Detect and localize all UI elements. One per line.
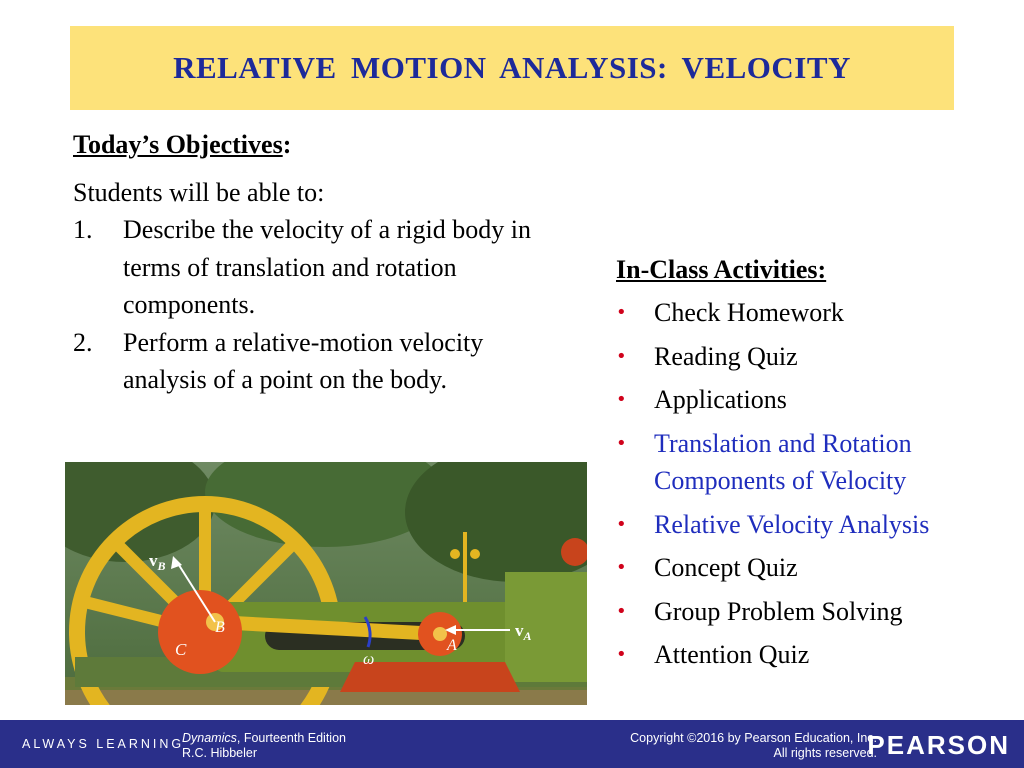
list-item-highlight [616,425,1016,500]
label-omega: ω [363,651,375,668]
book-title: Dynamics [182,731,237,745]
book-author: R.C. Hibbeler [182,746,258,760]
bullet-icon: • [616,644,627,665]
list-item [616,593,1016,631]
activities-heading-text: In-Class Activities [616,255,818,284]
item-text: Applications [654,385,787,414]
label-va: v [515,621,524,640]
list-item [616,381,1016,419]
objectives-heading-text: Today’s Objectives [73,130,283,159]
objectives-intro: Students will be able to: [73,177,325,207]
governor-ball [450,549,460,559]
bullet-icon: • [616,302,627,323]
footer-tagline: ALWAYS LEARNING [22,737,185,751]
activities-section [616,252,1016,680]
label-a: A [447,637,457,654]
item-text: Reading Quiz [654,341,798,371]
bullet-icon: • [616,600,627,622]
activities-list [616,294,1016,674]
pearson-logo: PEARSON [867,730,1010,760]
bullet-icon: • [616,557,627,578]
copyright-line1: Copyright ©2016 by Pearson Education, Inc. [630,731,877,745]
list-item [616,294,1016,332]
item-text: Translation and Rotation Components of Velocity [654,428,912,495]
list-item [616,338,1016,376]
item-number: 1. [73,215,93,244]
objectives-heading [73,126,573,164]
item-text: Describe the velocity of a rigid body in terms of translation and rotation components. [123,215,531,319]
footer-copyright [630,731,877,761]
engine-illustration [65,462,587,705]
bullet-icon: • [616,345,627,367]
objectives-heading-colon: : [282,130,292,159]
bullet-icon: • [616,389,627,410]
slide-title: RELATIVE MOTION ANALYSIS: VELOCITY [173,50,851,85]
crank-disc [158,590,242,674]
list-item [616,636,1016,674]
engine-photo [65,462,587,705]
pin-a [433,627,447,641]
label-vb-sub: B [157,559,166,573]
label-b: B [215,619,225,636]
copyright-line2: All rights reserved. [773,746,877,760]
item-text: Perform a relative-motion velocity analysis of a point on the body. [123,327,484,394]
book-edition: , Fourteenth Edition [236,731,346,745]
item-text: Group Problem Solving [654,596,903,626]
label-vb: v [149,551,158,570]
objectives-section [73,126,573,399]
item-text: Check Homework [654,298,844,327]
list-item [616,549,1016,587]
activities-heading [616,252,1016,288]
label-va-sub: A [523,629,532,643]
footer-book-info [182,731,346,761]
list-item [73,324,573,399]
bullet-icon: • [616,432,627,454]
list-item [73,211,573,324]
governor-ball [470,549,480,559]
footer-bar [0,720,1024,768]
item-text: Concept Quiz [654,553,798,582]
label-c: C [175,640,187,659]
title-banner [70,26,954,110]
bullet-icon: • [616,513,627,535]
item-number: 2. [73,327,93,357]
list-item-highlight [616,506,1016,544]
activities-heading-colon: : [817,255,827,284]
item-text: Attention Quiz [654,640,810,669]
item-text: Relative Velocity Analysis [654,509,930,539]
objectives-list [73,211,573,399]
